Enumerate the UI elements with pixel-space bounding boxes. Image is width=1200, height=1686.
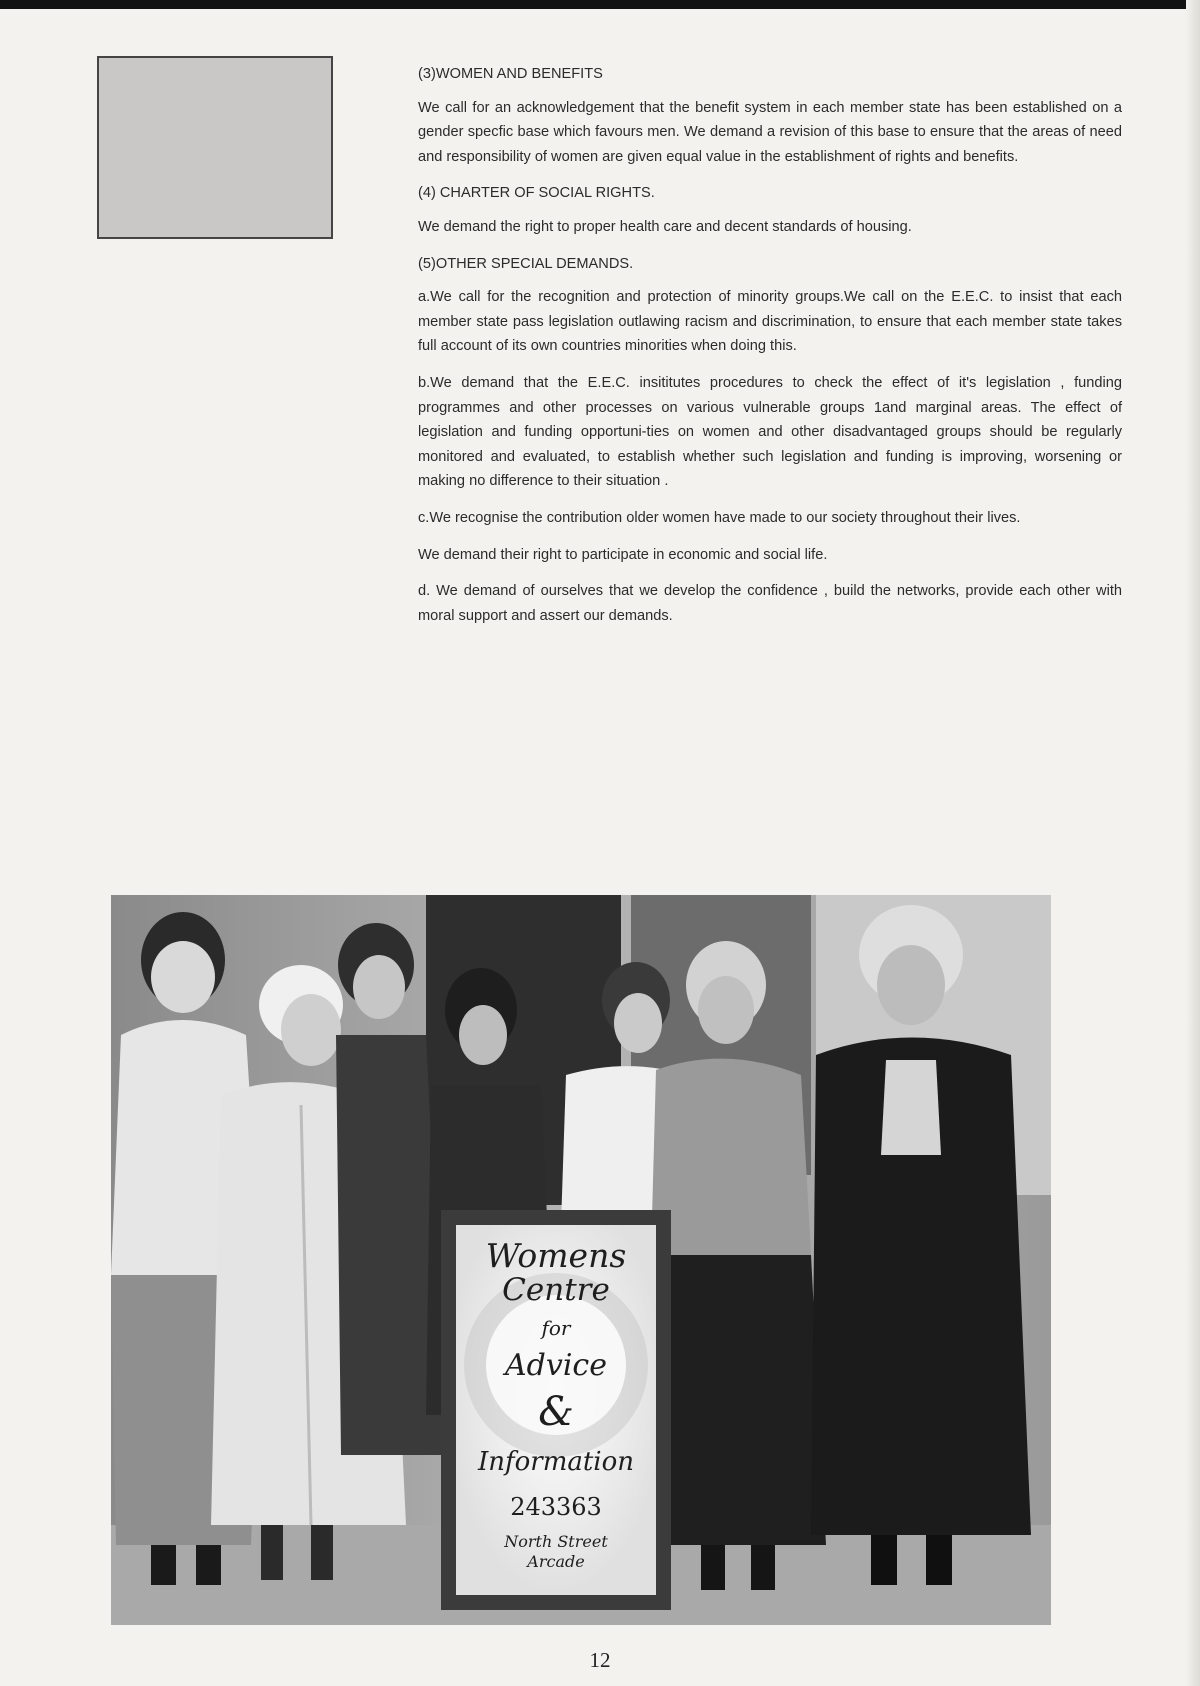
demand-d: d. We demand of ourselves that we develop the confidence , build the networks, provide each other with moral support and assert our demands. [418, 583, 1122, 624]
group-photo [111, 895, 1051, 1625]
demand-c: c.We recognise the contribution older women have made to our society throughout their lives. [418, 509, 1021, 526]
demand-c-continued: We demand their right to participate in economic and social life. [418, 546, 828, 563]
sign-line-6: Information [477, 1447, 635, 1477]
demand-a: a.We call for the recognition and protection of minority groups.We call on the E.E.C. to insist that each member state pass legislation outlawing racism and discrimination, to ensure that each member state takes full account of its own countries minorities when doing this. [418, 289, 1122, 355]
sign-address-2: Arcade [527, 1552, 585, 1571]
other-demands-heading: (5)OTHER SPECIAL DEMANDS. [418, 255, 634, 272]
photo-illustration [111, 895, 1051, 1625]
women-benefits-heading: (3)WOMEN AND BENEFITS [418, 66, 603, 82]
women-benefits-body: We call for an acknowledgement that the benefit system in each member state has been established on a gender specfic base which favours men. We demand a revision of this base to ensure that the areas of need and responsibility of women are given equal value in the establishment of rights and benefits. [418, 99, 1122, 165]
sign-line-4: Advice [505, 1348, 607, 1383]
page-edge-shadow [1186, 0, 1200, 1686]
grey-placeholder-box [97, 56, 333, 239]
text-column [418, 62, 1122, 640]
sign-line-3: for [541, 1316, 571, 1340]
charter-body: We demand the right to proper health care and decent standards of housing. [418, 218, 912, 235]
sign-phone: 243363 [510, 1493, 602, 1521]
top-scan-border [0, 0, 1200, 9]
sign-line-5: & [538, 1389, 574, 1435]
charter-heading: (4) CHARTER OF SOCIAL RIGHTS. [418, 185, 655, 202]
sign-line-2: Centre [502, 1272, 610, 1308]
page-number: 12 [589, 1648, 611, 1672]
sign-address-1: North Street [504, 1532, 608, 1551]
demand-b: b.We demand that the E.E.C. insititutes procedures to check the effect of it's legislation , funding programmes and other processes on various vulnerable groups 1and marginal areas. The effect of legislation and funding opportuni-ties on women and other disadvantaged groups should be regularly monitored and evaluated, to establish whether such legislation and funding is improving, worsening or making no difference to their situation . [418, 374, 1122, 490]
womens-centre-sign [441, 1210, 671, 1610]
sign-line-1: Womens [485, 1236, 627, 1275]
